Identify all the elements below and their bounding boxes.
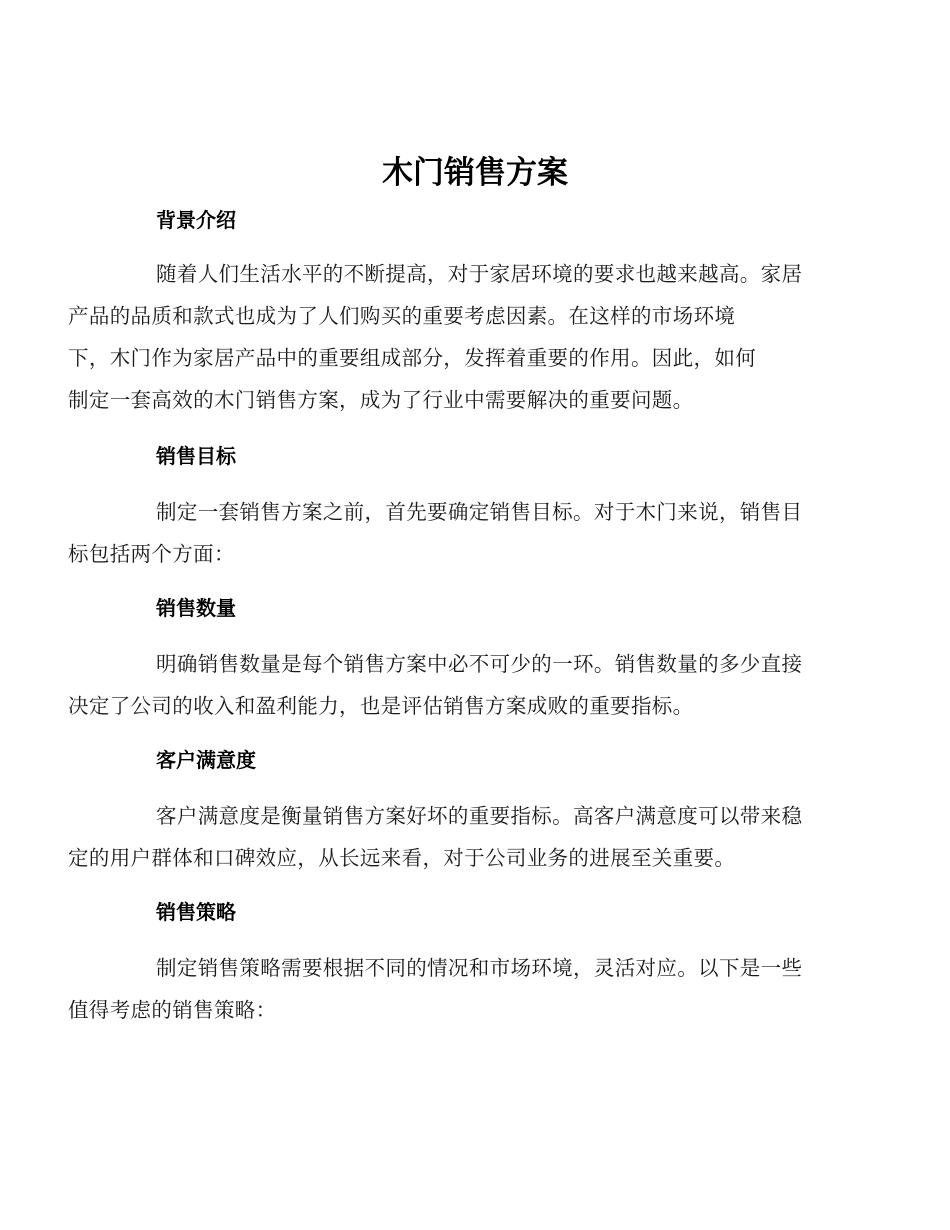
paragraph-line: 制定一套销售方案之前，首先要确定销售目标。对于木门来说，销售目 [156,500,803,524]
paragraph-line: 下，木门作为家居产品中的重要组成部分，发挥着重要的作用。因此，如何 [68,346,757,370]
heading-sales-goals: 销售目标 [156,444,236,468]
paragraph-line: 客户满意度是衡量销售方案好坏的重要指标。高客户满意度可以带来稳 [156,804,803,828]
paragraph-line: 制定一套高效的木门销售方案，成为了行业中需要解决的重要问题。 [68,388,694,412]
paragraph-line: 决定了公司的收入和盈利能力，也是评估销售方案成败的重要指标。 [68,694,694,718]
paragraph-line: 随着人们生活水平的不断提高，对于家居环境的要求也越来越高。家居 [156,262,803,286]
paragraph-background [68,253,832,421]
paragraph-line: 制定销售策略需要根据不同的情况和市场环境，灵活对应。以下是一些 [156,956,803,980]
paragraph-line: 标包括两个方面： [68,542,235,566]
heading-customer-satisfaction: 客户满意度 [156,748,256,772]
paragraph-line: 定的用户群体和口碑效应，从长远来看，对于公司业务的进展至关重要。 [68,846,736,870]
paragraph-line: 明确销售数量是每个销售方案中必不可少的一环。销售数量的多少直接 [156,652,803,676]
document-title: 木门销售方案 [382,155,568,191]
paragraph-line: 值得考虑的销售策略： [68,998,277,1022]
paragraph-line: 产品的品质和款式也成为了人们购买的重要考虑因素。在这样的市场环境 [68,304,736,328]
heading-background: 背景介绍 [156,208,236,232]
paragraph-sales-volume [68,643,832,727]
heading-sales-strategy: 销售策略 [156,900,236,924]
paragraph-sales-goals [68,491,832,575]
heading-sales-volume: 销售数量 [156,596,236,620]
paragraph-customer-satisfaction [68,795,832,879]
paragraph-sales-strategy [68,947,832,1031]
